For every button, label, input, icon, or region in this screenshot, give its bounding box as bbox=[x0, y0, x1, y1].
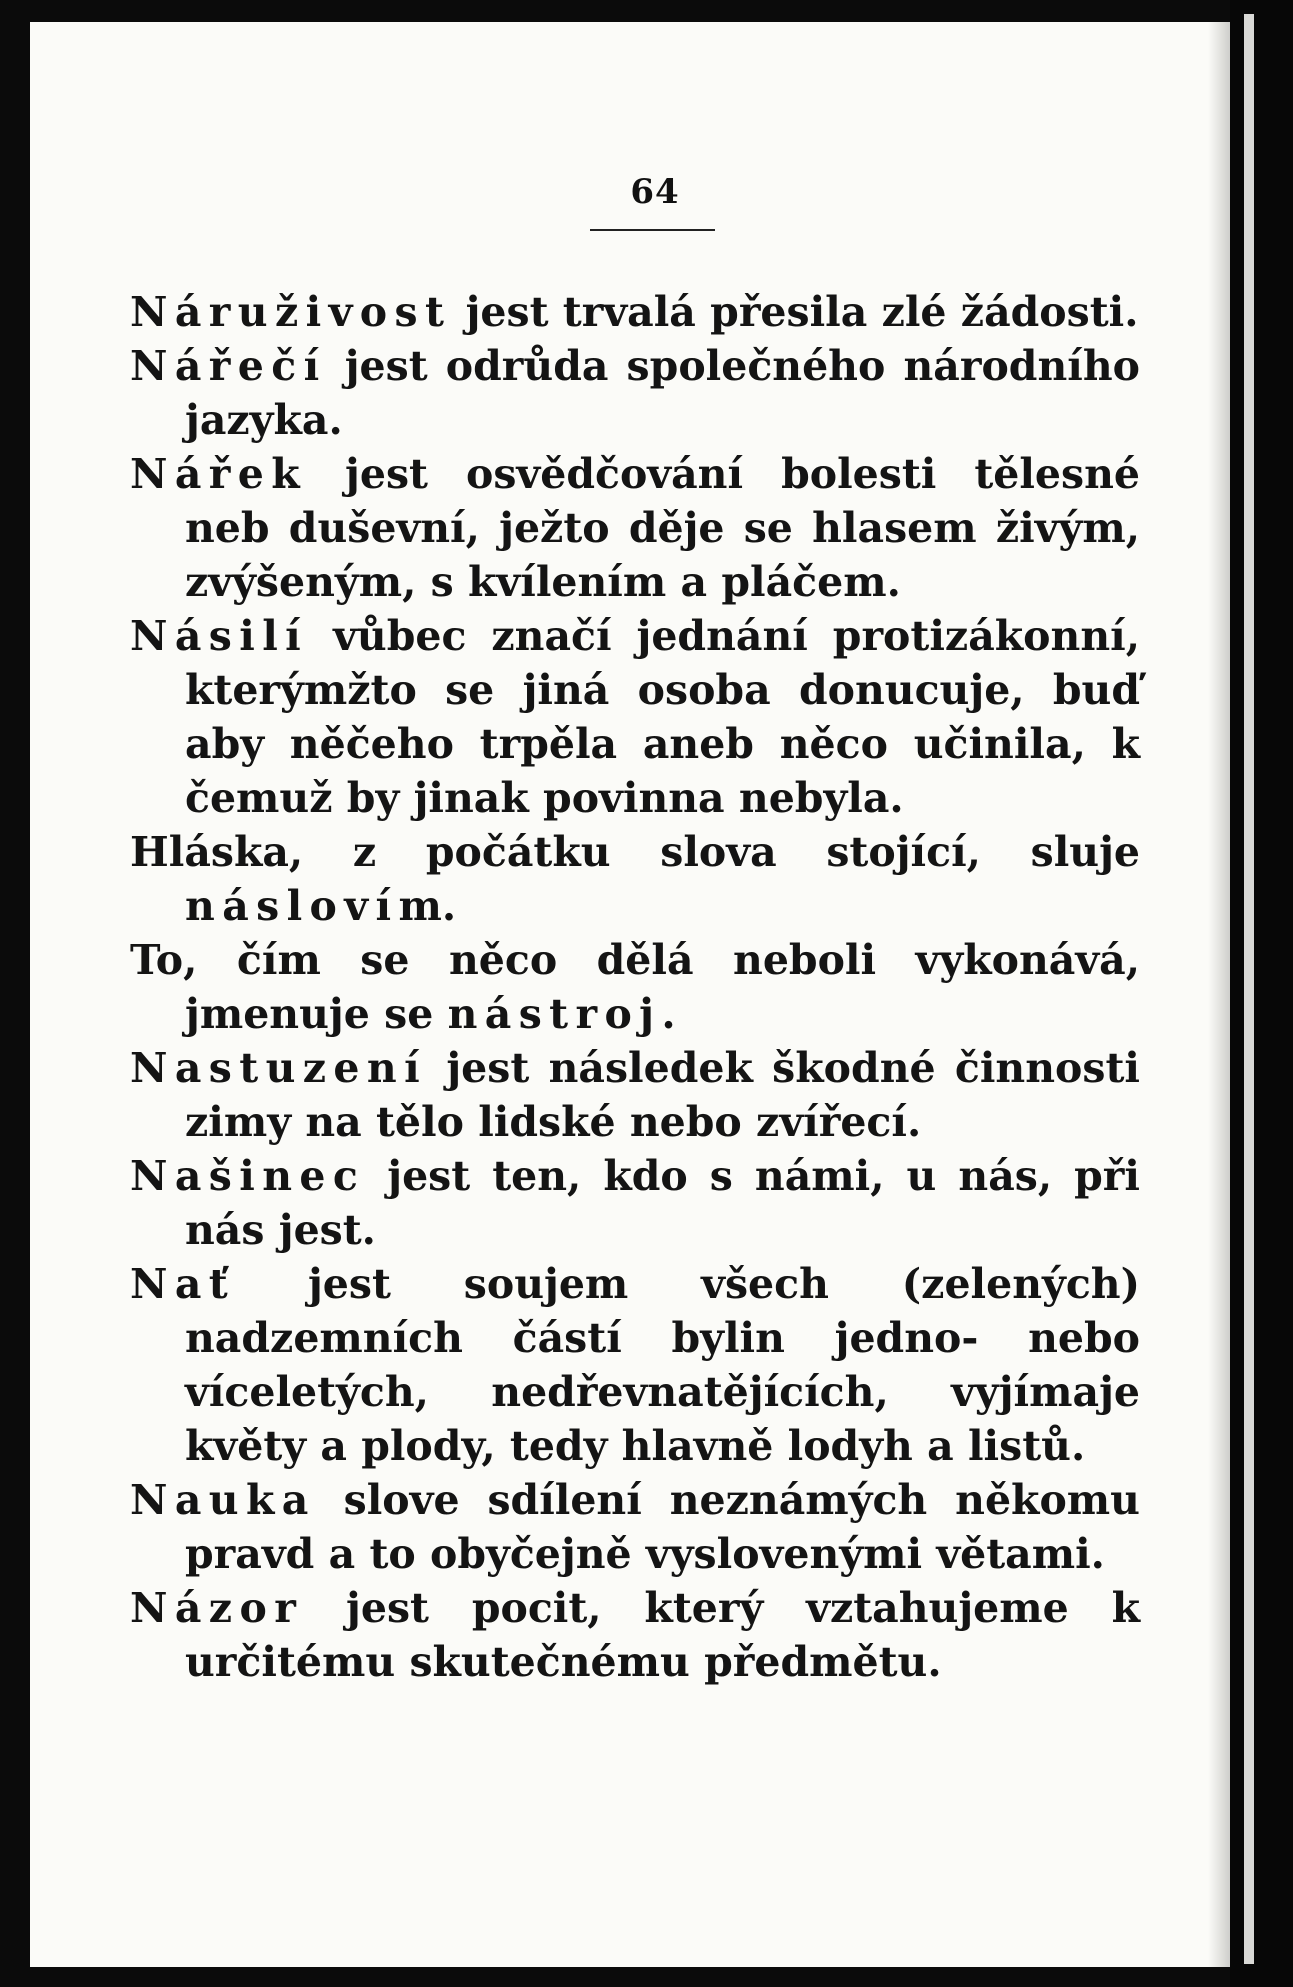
entry-nastroj bbox=[130, 933, 1140, 1041]
entry-text: jest odrůda společného národního jazyka. bbox=[185, 342, 1140, 444]
entry-text: jest osvědčování bolesti tělesné neb duševní, ježto děje se hlasem živým, zvýšeným, s kvílením a pláčem. bbox=[185, 450, 1140, 606]
entry-text: m. bbox=[398, 882, 457, 930]
entry-headword: Nauka bbox=[130, 1476, 316, 1524]
entry-headword: Nářek bbox=[130, 450, 308, 498]
entry-naruzivost bbox=[130, 285, 1140, 339]
entry-text: vůbec značí jednání protizákonní, kterýmžto se jiná osoba donucuje, buď aby něčeho trpěla aneb něco učinila, k čemuž by jinak povinna nebyla. bbox=[185, 612, 1140, 822]
entry-naslovi bbox=[130, 825, 1140, 933]
entry-text: jest ten, kdo s námi, u nás, při nás jest. bbox=[185, 1152, 1140, 1254]
entry-headword: Názor bbox=[130, 1584, 304, 1632]
entry-nasili bbox=[130, 609, 1140, 825]
entry-text: jest soujem všech (zelených) nadzemních částí bylin jedno- nebo víceletých, nedřevnatějících, vyjímaje květy a plody, tedy hlavně lodyh a listů. bbox=[185, 1260, 1140, 1470]
entry-headword: nástroj bbox=[447, 990, 662, 1038]
entry-lead-text: Hláska, z počátku slova stojící, sluje bbox=[130, 828, 1140, 876]
entry-headword: Nastuzení bbox=[130, 1044, 428, 1092]
entry-text: slove sdílení neznámých někomu pravd a to obyčejně vyslovenými větami. bbox=[185, 1476, 1140, 1578]
entry-text: . bbox=[661, 990, 676, 1038]
next-page-edge bbox=[1244, 14, 1254, 1964]
entry-narek bbox=[130, 447, 1140, 609]
entry-headword: Náruživost bbox=[130, 288, 452, 336]
entry-headword: Nářečí bbox=[130, 342, 327, 390]
entry-headword: Násilí bbox=[130, 612, 309, 660]
entry-narecí bbox=[130, 339, 1140, 447]
entry-nazor bbox=[130, 1581, 1140, 1689]
entry-nasinec bbox=[130, 1149, 1140, 1257]
entry-headword: Našinec bbox=[130, 1152, 366, 1200]
entry-text: jest pocit, který vztahujeme k určitému skutečnému předmětu. bbox=[185, 1584, 1140, 1686]
page-number: 64 bbox=[630, 172, 680, 212]
entry-nauka bbox=[130, 1473, 1140, 1581]
entry-nat bbox=[130, 1257, 1140, 1473]
dictionary-entries bbox=[130, 285, 1140, 1689]
book-page bbox=[30, 22, 1230, 1967]
scan-border bbox=[1230, 0, 1293, 1987]
entry-headword: násloví bbox=[185, 882, 399, 930]
entry-text: jest trvalá přesila zlé žádosti. bbox=[451, 288, 1139, 336]
page-number-rule bbox=[590, 229, 715, 231]
entry-headword: Nať bbox=[130, 1260, 236, 1308]
page-edge-shadow bbox=[1208, 22, 1230, 1967]
entry-nastuzeni bbox=[130, 1041, 1140, 1149]
entry-lead-text: To, čím se něco dělá neboli vykonává, jmenuje se bbox=[130, 936, 1140, 1038]
entry-text: jest následek škodné činnosti zimy na tělo lidské nebo zvířecí. bbox=[185, 1044, 1140, 1146]
